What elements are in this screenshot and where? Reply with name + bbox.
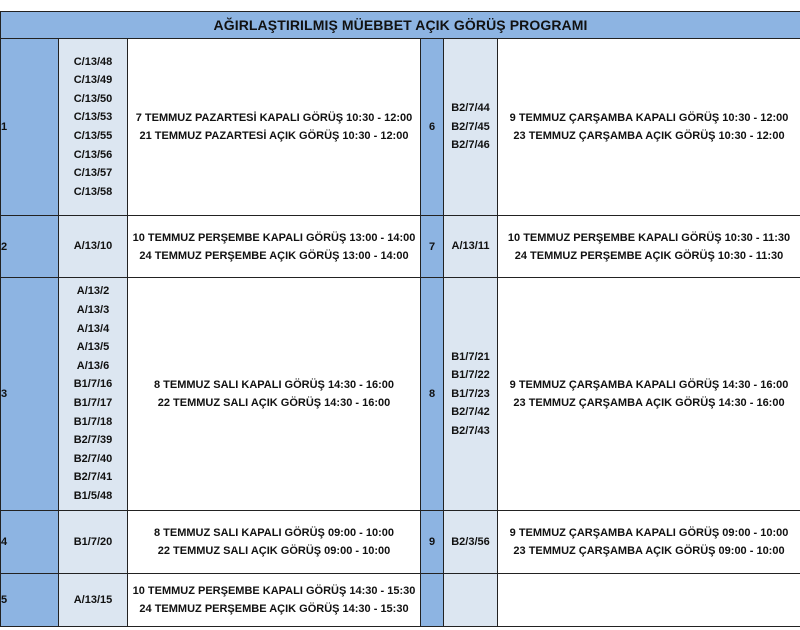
visit-schedule [498,511,800,574]
ward-code: B1/7/20 [73,535,113,548]
visit-schedule-table [0,11,800,627]
closed-visit-line: 8 TEMMUZ SALI KAPALI GÖRÜŞ 09:00 - 10:00 [153,527,394,539]
ward-code: B1/7/17 [73,397,113,409]
ward-code: B2/7/39 [73,434,113,447]
open-visit-line: 24 TEMMUZ PERŞEMBE AÇIK GÖRÜŞ 10:30 - 11:30 [514,249,784,262]
closed-visit-line: 9 TEMMUZ ÇARŞAMBA KAPALI GÖRÜŞ 14:30 - 16:00 [509,379,789,391]
group-number: 2 [1,216,59,278]
ward-code: A/13/3 [76,304,110,317]
open-visit-line: 24 TEMMUZ PERŞEMBE AÇIK GÖRÜŞ 13:00 - 14:00 [139,249,409,262]
ward-code: A/13/2 [76,285,110,298]
ward-code: A/13/11 [451,240,490,253]
table-row [1,39,800,216]
table-row [1,216,800,278]
open-visit-line: 22 TEMMUZ SALI AÇIK GÖRÜŞ 14:30 - 16:00 [157,397,391,409]
ward-code: B2/7/46 [451,139,490,152]
ward-code: C/13/58 [73,185,113,198]
ward-code: A/13/5 [76,341,110,354]
closed-visit-line: 10 TEMMUZ PERŞEMBE KAPALI GÖRÜŞ 13:00 - 14:00 [132,231,416,244]
ward-code: B1/7/18 [73,415,113,428]
ward-codes [59,511,128,574]
ward-code: B1/7/22 [451,369,490,382]
visit-schedule [128,39,421,216]
ward-code: B2/7/45 [451,120,490,133]
ward-code: B1/7/23 [451,387,490,400]
empty-visit-schedule [498,574,800,627]
group-number: 9 [421,511,444,574]
ward-code: C/13/57 [73,167,113,180]
visit-schedule [128,511,421,574]
ward-code: C/13/53 [73,111,113,124]
schedule-title: AĞIRLAŞTIRILMIŞ MÜEBBET AÇIK GÖRÜŞ PROGRAMI [1,12,800,39]
empty-ward-codes [444,574,498,627]
group-number: 6 [421,39,444,216]
ward-codes [59,39,128,216]
closed-visit-line: 10 TEMMUZ PERŞEMBE KAPALI GÖRÜŞ 14:30 - 15:30 [132,585,416,597]
open-visit-line: 22 TEMMUZ SALI AÇIK GÖRÜŞ 09:00 - 10:00 [157,545,391,557]
table-row [1,278,800,511]
group-number: 5 [1,574,59,627]
open-visit-line: 23 TEMMUZ ÇARŞAMBA AÇIK GÖRÜŞ 10:30 - 12:00 [513,130,785,142]
ward-code: B2/7/40 [73,452,113,465]
ward-codes [59,216,128,278]
ward-code: A/13/6 [76,359,110,372]
group-number: 3 [1,278,59,511]
visit-schedule [128,216,421,278]
ward-code: C/13/48 [73,55,113,68]
group-number: 8 [421,278,444,511]
table-row [1,511,800,574]
closed-visit-line: 10 TEMMUZ PERŞEMBE KAPALI GÖRÜŞ 10:30 - 11:30 [507,231,791,244]
ward-code: B1/5/48 [73,489,113,502]
empty-group-number [421,574,444,627]
visit-schedule [498,39,800,216]
ward-code: B2/7/42 [451,406,490,419]
ward-code: B2/7/41 [73,471,113,484]
ward-codes [444,511,498,574]
ward-code: C/13/55 [73,130,113,142]
group-number: 1 [1,39,59,216]
closed-visit-line: 9 TEMMUZ ÇARŞAMBA KAPALI GÖRÜŞ 09:00 - 10:00 [509,527,789,539]
open-visit-line: 21 TEMMUZ PAZARTESİ AÇIK GÖRÜŞ 10:30 - 12:00 [139,130,409,142]
ward-code: B2/7/44 [451,102,490,115]
ward-code: A/13/10 [73,240,113,253]
ward-code: C/13/50 [73,92,113,105]
ward-codes [444,39,498,216]
ward-codes [444,216,498,278]
ward-code: C/13/49 [73,74,113,87]
ward-code: C/13/56 [73,148,113,161]
ward-code: B1/7/21 [451,350,490,363]
closed-visit-line: 8 TEMMUZ SALI KAPALI GÖRÜŞ 14:30 - 16:00 [153,379,394,391]
group-number: 4 [1,511,59,574]
title-row [1,12,800,39]
open-visit-line: 24 TEMMUZ PERŞEMBE AÇIK GÖRÜŞ 14:30 - 15:30 [139,603,409,615]
ward-codes [59,278,128,511]
visit-schedule [498,216,800,278]
ward-codes [444,278,498,511]
group-number: 7 [421,216,444,278]
ward-code: A/13/4 [76,322,110,335]
visit-schedule [128,278,421,511]
closed-visit-line: 7 TEMMUZ PAZARTESİ KAPALI GÖRÜŞ 10:30 - 12:00 [135,112,413,124]
visit-schedule [128,574,421,627]
ward-code: B1/7/16 [73,378,113,391]
ward-code: B2/3/56 [451,535,490,548]
ward-code: B2/7/43 [451,424,490,437]
visit-schedule [498,278,800,511]
open-visit-line: 23 TEMMUZ ÇARŞAMBA AÇIK GÖRÜŞ 14:30 - 16:00 [513,397,785,409]
closed-visit-line: 9 TEMMUZ ÇARŞAMBA KAPALI GÖRÜŞ 10:30 - 12:00 [509,112,789,124]
ward-code: A/13/15 [73,593,113,606]
open-visit-line: 23 TEMMUZ ÇARŞAMBA AÇIK GÖRÜŞ 09:00 - 10:00 [513,545,785,557]
ward-codes [59,574,128,627]
table-row [1,574,800,627]
